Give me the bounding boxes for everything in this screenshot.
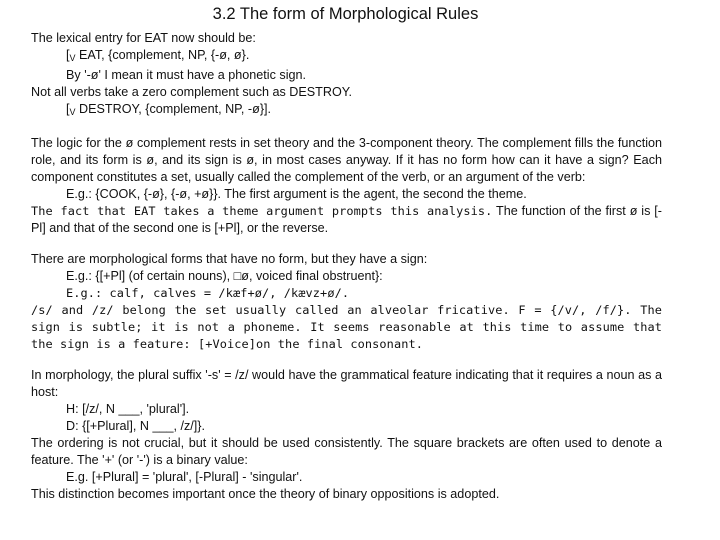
paragraph xyxy=(31,203,662,237)
text-line: [$_V$ DESTROY, {complement, NP, -ø}]. xyxy=(66,102,272,117)
example-line: E.g.: {[+Pl] (of certain nouns), □ø, voiced final obstruent}: xyxy=(66,269,383,283)
text-line: H: [/z/, N ___, 'plural']. xyxy=(66,402,190,416)
text-line: D: {[+Plural], N ___, /z/]}. xyxy=(66,419,205,433)
example-line: E.g. [+Plural] = 'plural', [-Plural] - 'singular'. xyxy=(66,470,303,484)
paragraph: The logic for the ø complement rests in set theory and the 3-component theory. The complement fills the function role, and its form is ø, and its sign is ø, in most cases anyway. If it has no form how can it have a sign? Each component constitutes a set, usually called the complement of the verb, or an argument of the verb: xyxy=(31,136,662,184)
plural-section xyxy=(31,367,662,503)
text-line: Not all verbs take a zero complement such as DESTROY. xyxy=(31,85,353,99)
logic-section xyxy=(31,135,662,237)
subscript: V xyxy=(69,107,76,117)
text-line: [$_V$ EAT, {complement, NP, {-ø, ø}. xyxy=(66,48,250,63)
paragraph: The ordering is not crucial, but it should be used consistently. The square brackets are often used to denote a feature. The '+' (or '-') is a binary value: xyxy=(31,436,662,467)
paragraph: In morphology, the plural suffix '-s' = /z/ would have the grammatical feature indicating that it requires a noun as a host: xyxy=(31,368,662,399)
lexical-entry-section xyxy=(31,30,662,121)
forms-section xyxy=(31,251,662,353)
subscript: V xyxy=(69,53,76,63)
mono-paragraph: /s/ and /z/ belong the set usually called an alveolar fricative. F = {/v/, /f/}. The sign is subtle; it is not a phoneme. It seems reasonable at this time to assume that the sign is a feature: [+Voice]on the final consonant. xyxy=(31,303,662,351)
mono-text: The fact that EAT takes a theme argument prompts this analysis. xyxy=(31,204,493,218)
example-line: E.g.: calf, calves = /kæf+ø/, /kævz+ø/. xyxy=(66,286,350,300)
example-line: E.g.: {COOK, {-ø}, {-ø, +ø}}. The first argument is the agent, the second the theme. xyxy=(66,187,527,201)
text-span: The function of the first ø is [-Pl] and that of the second one is [+Pl], or the reverse. xyxy=(31,204,662,235)
text-span: DESTROY, {complement, NP, -ø}]. xyxy=(75,102,272,116)
text-line: There are morphological forms that have no form, but they have a sign: xyxy=(31,252,428,266)
text-line: By '-ø' I mean it must have a phonetic sign. xyxy=(66,68,307,82)
text-span: EAT, {complement, NP, {-ø, ø}. xyxy=(75,48,250,62)
text-line: This distinction becomes important once the theory of binary oppositions is adopted. xyxy=(31,487,500,501)
page-title: 3.2 The form of Morphological Rules xyxy=(212,5,479,23)
text-line: The lexical entry for EAT now should be: xyxy=(31,31,256,45)
